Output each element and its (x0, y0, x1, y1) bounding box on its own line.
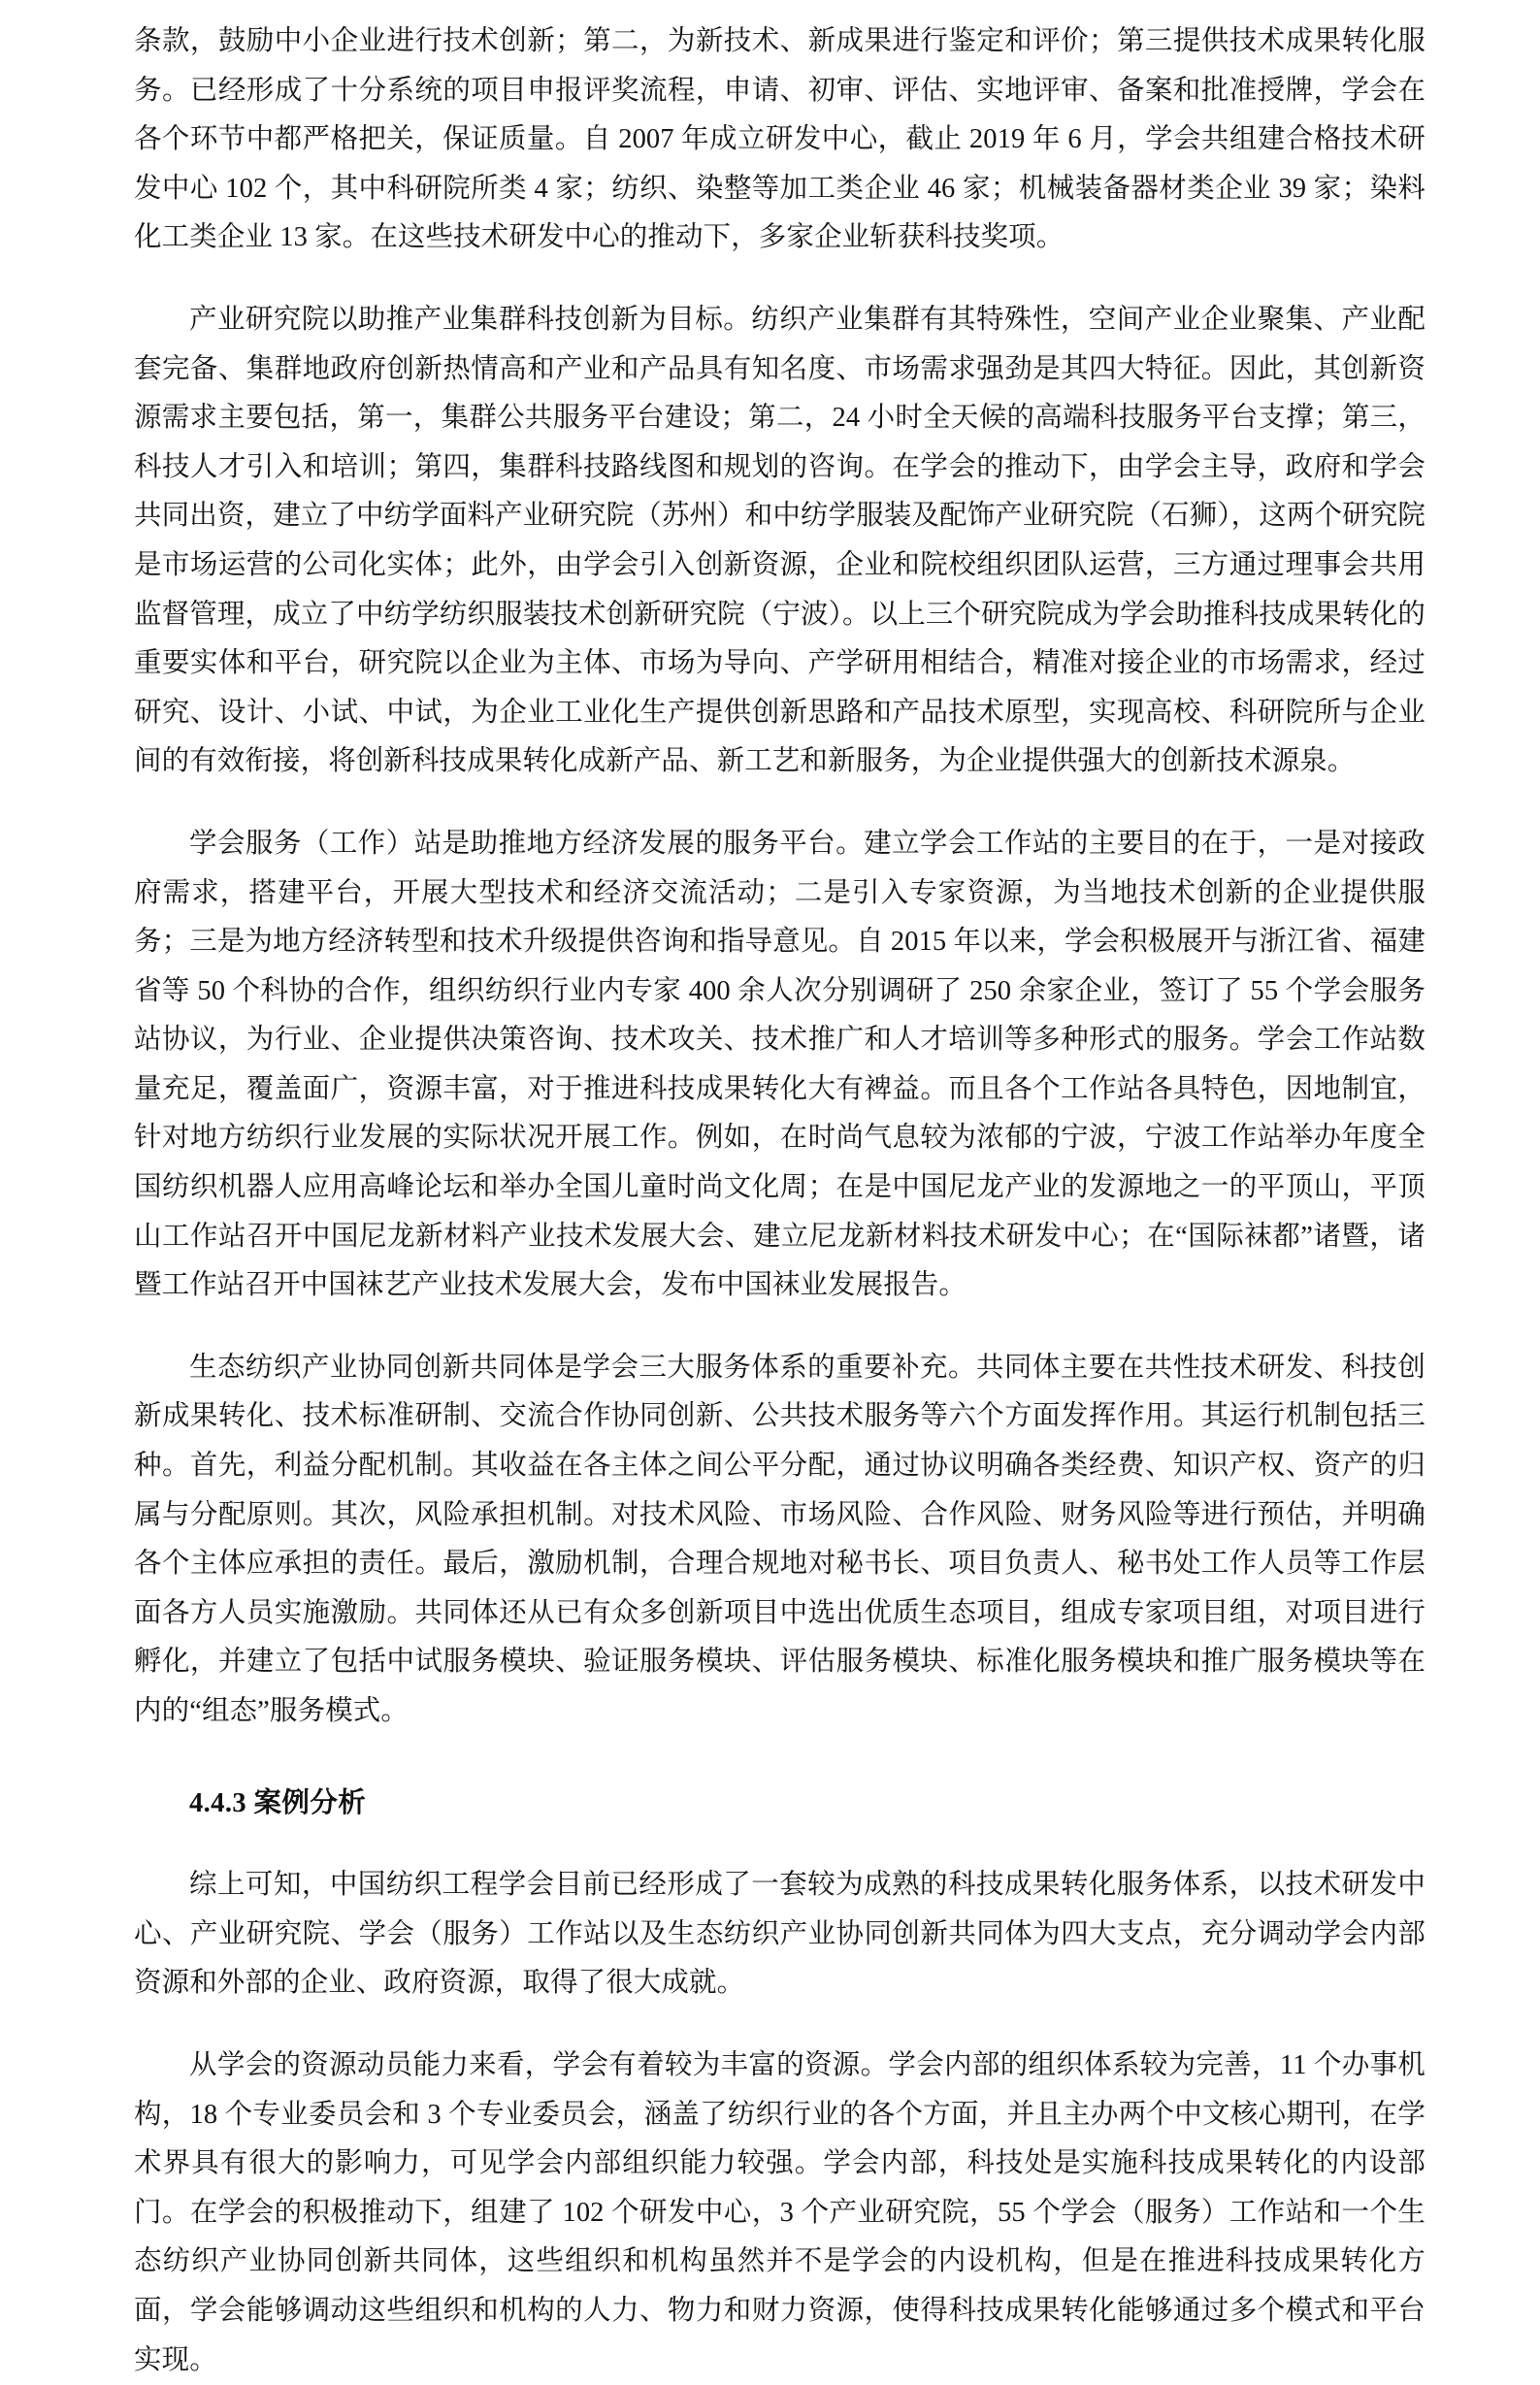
paragraph-spacer (134, 787, 1425, 820)
paragraph-spacer (134, 1311, 1425, 1344)
paragraph-society-service-stations: 学会服务（工作）站是助推地方经济发展的服务平台。建立学会工作站的主要目的在于，一是对接政府需求，搭建平台，开展大型技术和经济交流活动；二是引入专家资源，为当地技术创新的企业提供服务；三是为地方经济转型和技术升级提供咨询和指导意见。自 2015 年以来，学会积极展开与浙江省、福建省等 50 个科协的合作，组织纺织行业内专家 400 余人次分别调研了 250 余家企业，签订了 55 个学会服务站协议，为行业、企业提供决策咨询、技术攻关、技术推广和人才培训等多种形式的服务。学会工作站数量充足，覆盖面广，资源丰富，对于推进科技成果转化大有裨益。而且各个工作站各具特色，因地制宜，针对地方纺织行业发展的实际状况开展工作。例如，在时尚气息较为浓郁的宁波，宁波工作站举办年度全国纺织机器人应用高峰论坛和举办全国儿童时尚文化周；在是中国尼龙产业的发源地之一的平顶山，平顶山工作站召开中国尼龙新材料产业技术发展大会、建立尼龙新材料技术研发中心；在“国际袜都”诸暨，诸暨工作站召开中国袜艺产业技术发展大会，发布中国袜业发展报告。 (134, 828, 1425, 1301)
paragraph-tech-rd-centers: 条款，鼓励中小企业进行技术创新；第二，为新技术、新成果进行鉴定和评价；第三提供技术成果转化服务。已经形成了十分系统的项目申报评奖流程，申请、初审、评估、实地评审、备案和批准授牌，学会在各个环节中都严格把关，保证质量。自 2007 年成立研发中心，截止 2019 年 6 月，学会共组建合格技术研发中心 102 个，其中科研院所类 4 家；纺织、染整等加工类企业 46 家；机械装备器材类企业 39 家；染料化工类企业 13 家。在这些技术研发中心的推动下，多家企业斩获科技奖项。 (134, 26, 1425, 253)
heading-4-4-3-case-analysis: 4.4.3 案例分析 (189, 1787, 367, 1818)
paragraph-spacer (134, 2009, 1425, 2042)
heading-spacer-above (134, 1737, 1425, 1780)
paragraph-spacer (134, 263, 1425, 296)
paragraph-eco-textile-innovation-community: 生态纺织产业协同创新共同体是学会三大服务体系的重要补充。共同体主要在共性技术研发、科技创新成果转化、技术标准研制、交流合作协同创新、公共技术服务等六个方面发挥作用。其运行机制包括三种。首先，利益分配机制。其收益在各主体之间公平分配，通过协议明确各类经费、知识产权、资产的归属与分配原则。其次，风险承担机制。对技术风险、市场风险、合作风险、财务风险等进行预估，并明确各个主体应承担的责任。最后，激励机制，合理合规地对秘书长、项目负责人、秘书处工作人员等工作层面各方人员实施激励。共同体还从已有众多创新项目中选出优质生态项目，组成专家项目组，对项目进行孵化，并建立了包括中试服务模块、验证服务模块、评估服务模块、标准化服务模块和推广服务模块等在内的“组态”服务模式。 (134, 1352, 1425, 1726)
paragraph-resource-mobilization: 从学会的资源动员能力来看，学会有着较为丰富的资源。学会内部的组织体系较为完善，11 个办事机构，18 个专业委员会和 3 个专业委员会，涵盖了纺织行业的各个方面，并且主办两个中文核心期刊，在学术界具有很大的影响力，可见学会内部组织能力较强。学会内部，科技处是实施科技成果转化的内设部门。在学会的积极推动下，组建了 102 个研发中心，3 个产业研究院，55 个学会（服务）工作站和一个生态纺织产业协同创新共同体，这些组织和机构虽然并不是学会的内设机构，但是在推进科技成果转化方面，学会能够调动这些组织和机构的人力、物力和财力资源，使得科技成果转化能够通过多个模式和平台实现。 (134, 2049, 1425, 2375)
heading-spacer-below (134, 1828, 1425, 1861)
paragraph-summary-four-pillars: 综上可知，中国纺织工程学会目前已经形成了一套较为成熟的科技成果转化服务体系，以技术研发中心、产业研究院、学会（服务）工作站以及生态纺织产业协同创新共同体为四大支点，充分调动学会内部资源和外部的企业、政府资源，取得了很大成就。 (134, 1870, 1425, 1999)
paragraph-industry-research-institutes: 产业研究院以助推产业集群科技创新为目标。纺织产业集群有其特殊性，空间产业企业聚集、产业配套完备、集群地政府创新热情高和产业和产品具有知名度、市场需求强劲是其四大特征。因此，其创新资源需求主要包括，第一，集群公共服务平台建设；第二，24 小时全天候的高端科技服务平台支撑；第三，科技人才引入和培训；第四，集群科技路线图和规划的咨询。在学会的推动下，由学会主导，政府和学会共同出资，建立了中纺学面料产业研究院（苏州）和中纺学服装及配饰产业研究院（石狮），这两个研究院是市场运营的公司化实体；此外，由学会引入创新资源，企业和院校组织团队运营，三方通过理事会共用监督管理，成立了中纺学纺织服装技术创新研究院（宁波）。以上三个研究院成为学会助推科技成果转化的重要实体和平台，研究院以企业为主体、市场为导向、产学研用相结合，精准对接企业的市场需求，经过研究、设计、小试、中试，为企业工业化生产提供创新思路和产品技术原型，实现高校、科研院所与企业间的有效衔接，将创新科技成果转化成新产品、新工艺和新服务，为企业提供强大的创新技术源泉。 (134, 304, 1425, 777)
